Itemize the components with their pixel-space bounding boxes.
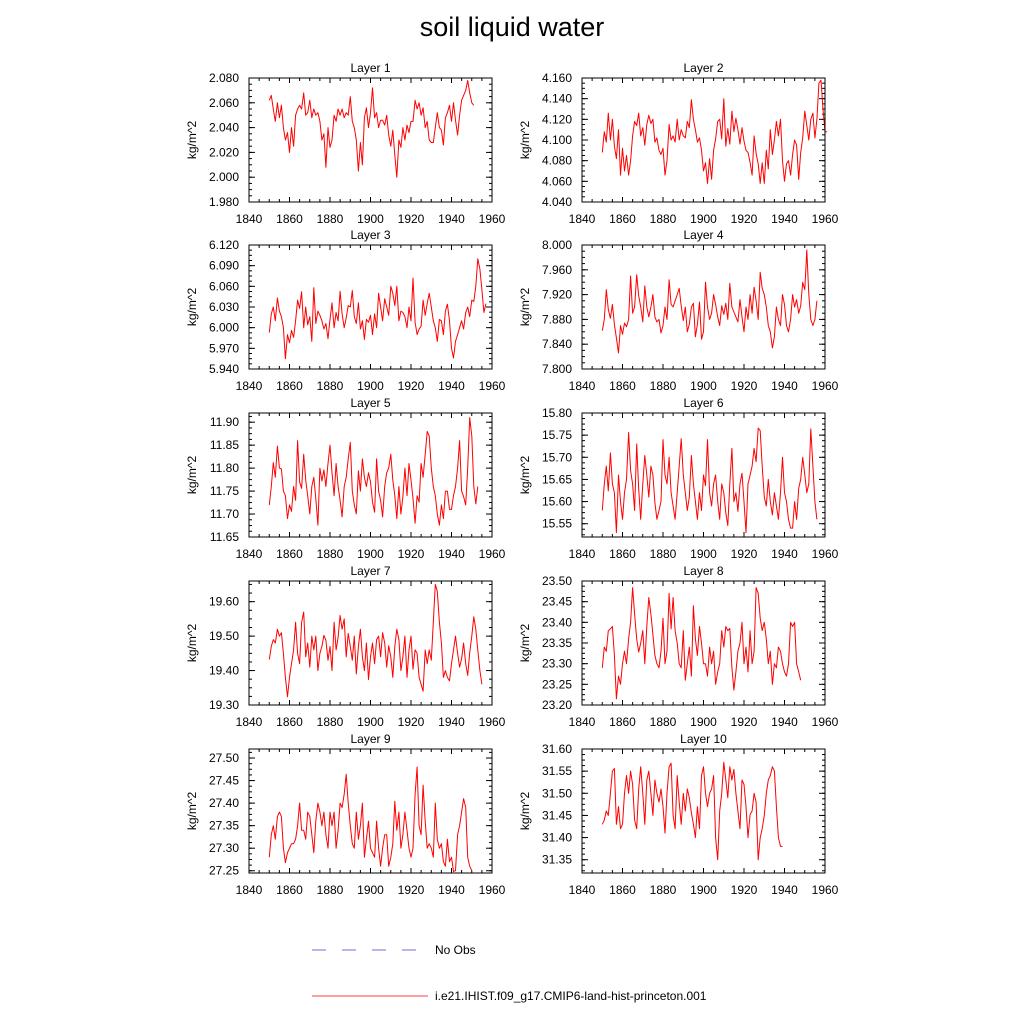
y-axis-label: kg/m^2 <box>518 287 532 327</box>
y-tick-label: 19.40 <box>208 663 239 678</box>
y-tick-label: 6.090 <box>208 258 239 273</box>
panel-title: Layer 7 <box>350 564 391 578</box>
x-tick-label: 1840 <box>568 547 596 561</box>
x-tick-label: 1900 <box>357 212 384 226</box>
y-tick-label: 19.60 <box>208 594 239 609</box>
x-tick-label: 1900 <box>690 212 717 226</box>
y-tick-label: 4.140 <box>541 91 572 106</box>
plot-frame <box>582 581 825 705</box>
x-tick-label: 1880 <box>316 883 344 897</box>
panel-title: Layer 3 <box>350 228 391 242</box>
y-tick-label: 7.880 <box>541 312 572 327</box>
panel-title: Layer 8 <box>683 564 724 578</box>
y-tick-label: 4.120 <box>541 112 572 127</box>
x-tick-label: 1900 <box>690 715 717 729</box>
y-tick-label: 4.060 <box>541 174 572 189</box>
y-tick-label: 7.800 <box>541 362 572 376</box>
chart-panel-7 <box>185 564 506 729</box>
series-line <box>602 588 800 699</box>
y-axis-label: kg/m^2 <box>185 791 199 831</box>
plot-frame <box>249 749 492 873</box>
x-tick-label: 1840 <box>235 715 263 729</box>
x-tick-label: 1920 <box>730 883 758 897</box>
y-tick-label: 15.55 <box>541 516 572 531</box>
y-tick-label: 23.35 <box>541 636 572 650</box>
x-tick-label: 1900 <box>690 883 717 897</box>
x-tick-label: 1900 <box>357 715 384 729</box>
x-tick-label: 1940 <box>771 547 798 561</box>
series-line <box>269 81 474 178</box>
x-tick-label: 1860 <box>609 379 636 393</box>
y-tick-label: 7.840 <box>541 337 572 352</box>
y-axis-label: kg/m^2 <box>185 120 199 160</box>
plot-frame <box>249 245 492 369</box>
x-tick-label: 1860 <box>609 715 636 729</box>
x-tick-label: 1960 <box>478 212 506 226</box>
x-tick-label: 1940 <box>438 212 465 226</box>
x-tick-label: 1920 <box>730 379 758 393</box>
y-tick-label: 27.30 <box>208 841 239 856</box>
y-tick-label: 11.85 <box>209 438 239 453</box>
x-tick-label: 1960 <box>811 212 839 226</box>
x-tick-label: 1960 <box>478 379 506 393</box>
x-tick-label: 1900 <box>690 547 717 561</box>
series-line <box>269 584 482 696</box>
series-line <box>269 259 486 359</box>
y-tick-label: 23.30 <box>541 656 572 671</box>
y-tick-label: 4.160 <box>541 71 572 85</box>
series-line <box>602 80 827 183</box>
x-tick-label: 1880 <box>649 379 677 393</box>
y-tick-label: 2.000 <box>208 170 239 185</box>
x-tick-label: 1900 <box>357 379 384 393</box>
x-tick-label: 1940 <box>438 547 465 561</box>
y-tick-label: 31.60 <box>541 742 572 756</box>
x-tick-label: 1880 <box>649 212 677 226</box>
x-tick-label: 1880 <box>316 379 344 393</box>
x-tick-label: 1960 <box>811 883 839 897</box>
y-tick-label: 2.040 <box>208 120 239 135</box>
x-tick-label: 1960 <box>811 379 839 393</box>
y-tick-label: 15.75 <box>541 428 572 443</box>
x-tick-label: 1880 <box>316 547 344 561</box>
y-tick-label: 11.90 <box>209 415 239 430</box>
main-title: soil liquid water <box>419 12 605 42</box>
panel-title: Layer 1 <box>350 61 391 75</box>
x-tick-label: 1920 <box>730 547 758 561</box>
chart-panel-9 <box>185 732 506 897</box>
y-tick-label: 19.30 <box>208 698 239 712</box>
x-tick-label: 1960 <box>811 715 839 729</box>
x-tick-label: 1940 <box>771 212 798 226</box>
panel-title: Layer 6 <box>683 396 724 410</box>
x-tick-label: 1920 <box>730 212 758 226</box>
x-tick-label: 1960 <box>478 547 506 561</box>
x-tick-label: 1880 <box>316 212 344 226</box>
x-tick-label: 1920 <box>397 547 425 561</box>
x-tick-label: 1860 <box>276 212 303 226</box>
x-tick-label: 1840 <box>568 212 596 226</box>
y-tick-label: 31.45 <box>541 808 572 823</box>
x-tick-label: 1840 <box>568 715 596 729</box>
y-tick-label: 19.50 <box>208 629 239 644</box>
chart-panel-3 <box>185 228 506 393</box>
y-tick-label: 31.50 <box>541 786 572 801</box>
y-tick-label: 6.120 <box>208 238 239 252</box>
x-tick-label: 1860 <box>276 715 303 729</box>
y-tick-label: 27.50 <box>208 751 239 766</box>
y-tick-label: 5.970 <box>208 341 239 356</box>
x-tick-label: 1860 <box>276 379 303 393</box>
x-tick-label: 1860 <box>609 547 636 561</box>
chart-panel-6 <box>518 396 839 561</box>
y-tick-label: 23.40 <box>541 615 572 630</box>
panel-title: Layer 10 <box>680 732 727 746</box>
x-tick-label: 1860 <box>276 883 303 897</box>
x-tick-label: 1920 <box>397 883 425 897</box>
panel-title: Layer 2 <box>683 61 724 75</box>
series-line <box>602 250 817 353</box>
y-tick-label: 27.40 <box>208 796 239 811</box>
y-tick-label: 15.65 <box>541 472 572 487</box>
panel-title: Layer 9 <box>350 732 391 746</box>
x-tick-label: 1840 <box>235 883 263 897</box>
y-tick-label: 11.65 <box>209 530 239 544</box>
x-tick-label: 1900 <box>690 379 717 393</box>
y-tick-label: 23.45 <box>541 594 572 609</box>
y-tick-label: 31.40 <box>541 830 572 845</box>
legend-model-label: i.e21.IHIST.f09_g17.CMIP6-land-hist-princeton.001 <box>435 989 707 1003</box>
x-tick-label: 1940 <box>771 379 798 393</box>
y-tick-label: 23.25 <box>541 677 572 692</box>
y-tick-label: 5.940 <box>208 362 239 376</box>
y-tick-label: 1.980 <box>208 195 239 209</box>
x-tick-label: 1920 <box>397 212 425 226</box>
plot-frame <box>249 413 492 537</box>
x-tick-label: 1900 <box>357 883 384 897</box>
y-tick-label: 4.080 <box>541 153 572 168</box>
y-tick-label: 11.75 <box>209 484 239 499</box>
x-tick-label: 1940 <box>771 883 798 897</box>
y-tick-label: 7.920 <box>541 287 572 302</box>
x-tick-label: 1940 <box>438 379 465 393</box>
series-line <box>602 762 782 859</box>
x-tick-label: 1940 <box>438 715 465 729</box>
y-tick-label: 4.100 <box>541 133 572 147</box>
y-tick-label: 27.35 <box>208 818 239 833</box>
y-tick-label: 2.080 <box>208 71 239 85</box>
y-tick-label: 15.70 <box>541 450 572 465</box>
x-tick-label: 1840 <box>568 883 596 897</box>
x-tick-label: 1920 <box>397 379 425 393</box>
y-tick-label: 6.000 <box>208 320 239 335</box>
y-tick-label: 23.20 <box>541 698 572 712</box>
y-tick-label: 6.030 <box>208 300 239 314</box>
y-tick-label: 27.25 <box>208 863 239 878</box>
y-tick-label: 11.70 <box>209 507 239 522</box>
x-tick-label: 1960 <box>811 547 839 561</box>
y-tick-label: 7.960 <box>541 262 572 277</box>
y-axis-label: kg/m^2 <box>185 287 199 327</box>
y-tick-label: 4.040 <box>541 195 572 209</box>
x-tick-label: 1940 <box>438 883 465 897</box>
x-tick-label: 1940 <box>771 715 798 729</box>
y-axis-label: kg/m^2 <box>185 623 199 663</box>
plot-frame <box>249 581 492 705</box>
series-line <box>269 418 478 525</box>
x-tick-label: 1920 <box>397 715 425 729</box>
y-tick-label: 2.020 <box>208 145 239 160</box>
x-tick-label: 1900 <box>357 547 384 561</box>
y-axis-label: kg/m^2 <box>518 623 532 663</box>
y-tick-label: 6.060 <box>208 279 239 294</box>
x-tick-label: 1840 <box>235 547 263 561</box>
x-tick-label: 1880 <box>316 715 344 729</box>
y-tick-label: 2.060 <box>208 95 239 110</box>
x-tick-label: 1880 <box>649 715 677 729</box>
chart-panel-10 <box>518 732 839 897</box>
legend <box>312 943 707 1003</box>
x-tick-label: 1840 <box>568 379 596 393</box>
y-axis-label: kg/m^2 <box>518 120 532 160</box>
x-tick-label: 1840 <box>235 379 263 393</box>
legend-no-obs-label: No Obs <box>435 943 476 957</box>
x-tick-label: 1860 <box>609 883 636 897</box>
x-tick-label: 1880 <box>649 883 677 897</box>
y-tick-label: 11.80 <box>209 461 239 476</box>
y-tick-label: 27.45 <box>208 773 239 788</box>
y-tick-label: 23.50 <box>541 574 572 588</box>
y-axis-label: kg/m^2 <box>518 455 532 495</box>
x-tick-label: 1840 <box>235 212 263 226</box>
chart-panel-2 <box>518 61 839 226</box>
y-axis-label: kg/m^2 <box>185 455 199 495</box>
chart-panel-4 <box>518 228 839 393</box>
x-tick-label: 1960 <box>478 883 506 897</box>
x-tick-label: 1860 <box>276 547 303 561</box>
panel-title: Layer 5 <box>350 396 391 410</box>
series-line <box>269 767 472 872</box>
x-tick-label: 1920 <box>730 715 758 729</box>
y-axis-label: kg/m^2 <box>518 791 532 831</box>
y-tick-label: 8.000 <box>541 238 572 252</box>
y-tick-label: 15.80 <box>541 406 572 420</box>
y-tick-label: 31.55 <box>541 764 572 779</box>
x-tick-label: 1880 <box>649 547 677 561</box>
plot-frame <box>582 78 825 202</box>
x-tick-label: 1860 <box>609 212 636 226</box>
series-line <box>602 428 817 532</box>
chart-panel-1 <box>185 61 506 226</box>
y-tick-label: 31.35 <box>541 852 572 867</box>
x-tick-label: 1960 <box>478 715 506 729</box>
chart-panel-5 <box>185 396 506 561</box>
chart-panel-8 <box>518 564 839 729</box>
y-tick-label: 15.60 <box>541 494 572 509</box>
panel-title: Layer 4 <box>683 228 724 242</box>
